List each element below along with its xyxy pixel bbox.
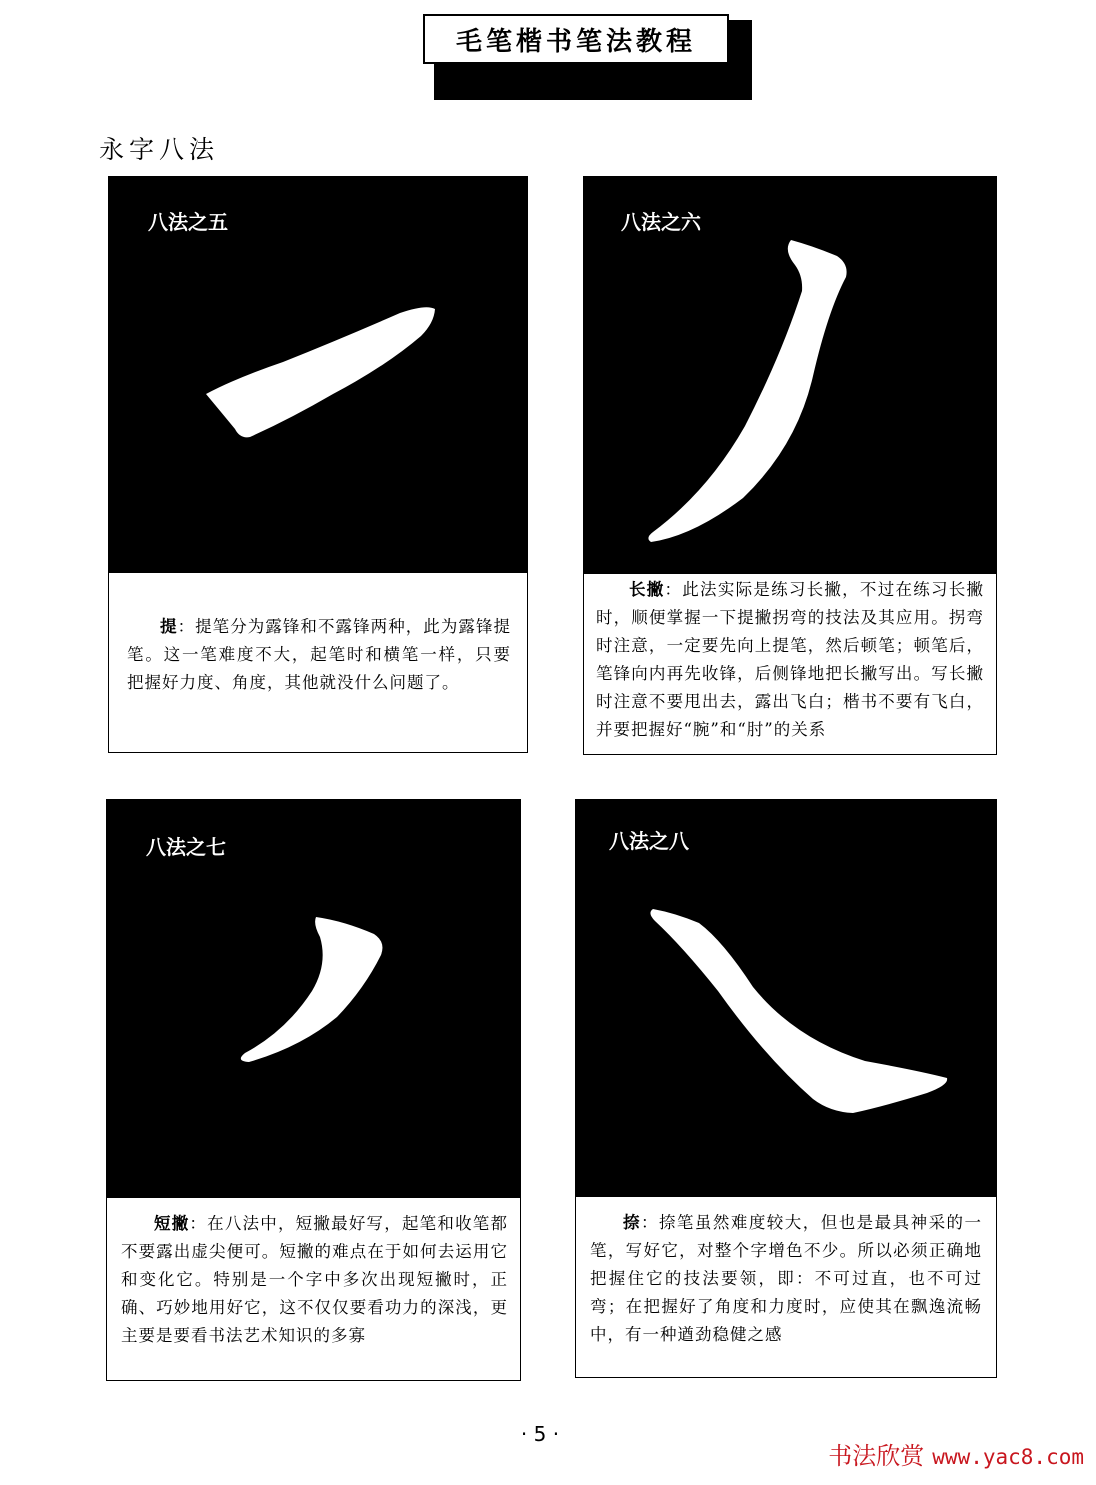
panel-fa-6 bbox=[583, 176, 997, 755]
panel-description bbox=[106, 1197, 521, 1381]
stroke-ti-svg bbox=[108, 176, 528, 572]
stroke-short-pie-shape bbox=[241, 917, 383, 1062]
section-heading: 永字八法 bbox=[99, 135, 220, 164]
panel-label: 八法之七 bbox=[146, 835, 226, 859]
description-text: ：捺笔虽然难度较大，但也是最具神采的一笔，写好它，对整个字增色不少。所以必须正确地把握住它的技法要领，即：不可过直，也不可过弯；在把握好了角度和力度时，应使其在飘逸流畅中，有一种遒劲稳健之感 bbox=[590, 1213, 983, 1344]
stroke-image-long-pie bbox=[583, 176, 997, 573]
panel-description bbox=[583, 573, 997, 755]
term-label: 长撇 bbox=[629, 580, 665, 599]
stroke-na-svg bbox=[575, 799, 997, 1196]
stroke-image-na bbox=[575, 799, 997, 1196]
watermark-url: www.yac8.com bbox=[932, 1445, 1084, 1469]
stroke-long-pie-svg bbox=[583, 176, 997, 573]
term-label: 提 bbox=[160, 617, 178, 636]
panel-description bbox=[108, 572, 528, 753]
panel-label: 八法之五 bbox=[148, 210, 228, 234]
watermark bbox=[828, 1436, 1084, 1471]
stroke-image-ti bbox=[108, 176, 528, 572]
description-text: ：此法实际是练习长撇，不过在练习长撇时，顺便掌握一下提撇拐弯的技法及其应用。拐弯时注意，一定要先向上提笔，然后顿笔；顿笔后，笔锋向内再先收锋，后侧锋地把长撇写出。写长撇时注意不要甩出去，露出飞白；楷书不要有飞白，并要把握好“腕”和“肘”的关系 bbox=[596, 580, 985, 739]
description-text: ：提笔分为露锋和不露锋两种，此为露锋提笔。这一笔难度不大，起笔时和横笔一样，只要把握好力度、角度，其他就没什么问题了。 bbox=[127, 617, 512, 692]
description-text: ：在八法中，短撇最好写，起笔和收笔都不要露出虚尖便可。短撇的难点在于如何去运用它和变化它。特别是一个字中多次出现短撇时，正确、巧妙地用好它，这不仅仅要看功力的深浅，更主要是要看书法艺术知识的多寡 bbox=[121, 1214, 509, 1345]
watermark-site-name: 书法欣赏 bbox=[828, 1442, 925, 1470]
term-label: 捺 bbox=[623, 1213, 641, 1232]
panel-label: 八法之六 bbox=[621, 210, 701, 234]
stroke-ti-shape bbox=[206, 307, 435, 437]
panel-label: 八法之八 bbox=[609, 829, 689, 853]
panel-fa-8 bbox=[575, 799, 997, 1378]
panel-fa-5 bbox=[108, 176, 528, 753]
term-label: 短撇 bbox=[154, 1214, 190, 1233]
stroke-na-shape bbox=[650, 909, 947, 1113]
stroke-long-pie-shape bbox=[648, 240, 846, 542]
stroke-image-short-pie bbox=[106, 799, 521, 1197]
panel-description bbox=[575, 1196, 997, 1378]
panel-fa-7 bbox=[106, 799, 521, 1381]
page-number: · 5 · bbox=[520, 1422, 560, 1446]
header-title: 毛笔楷书笔法教程 bbox=[423, 14, 729, 64]
